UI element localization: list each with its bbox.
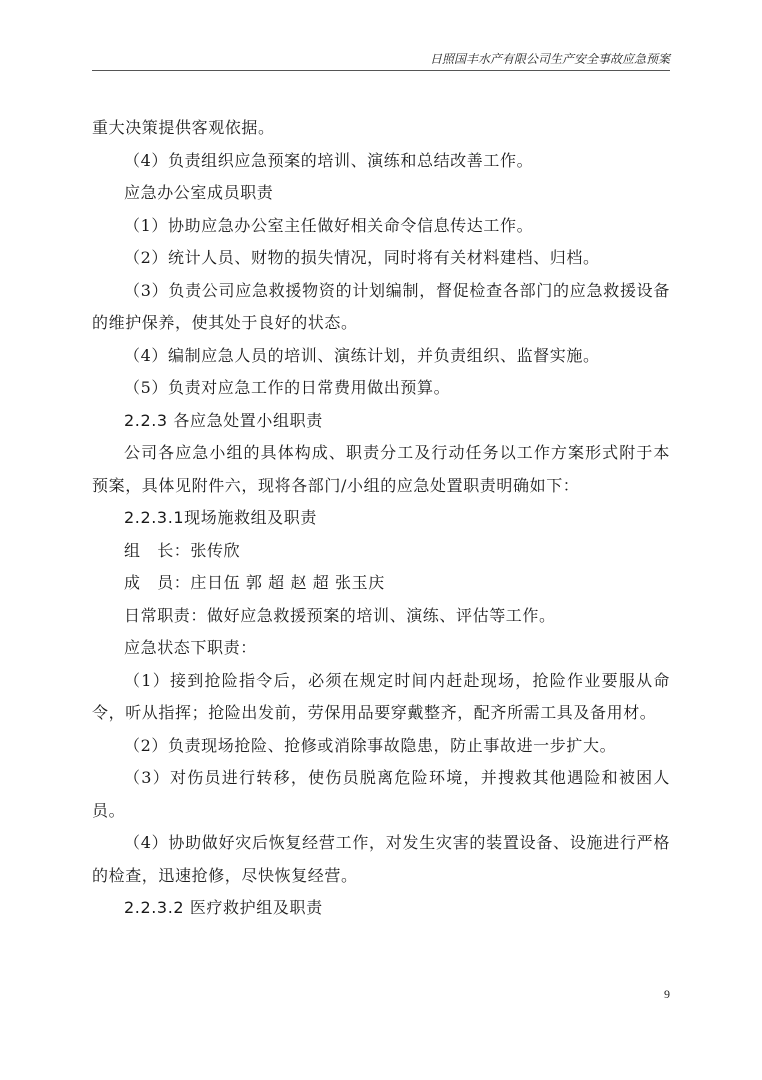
section-heading: 2.2.3.2 医疗救护组及职责 (124, 898, 323, 917)
paragraph-item: （2）统计人员、财物的损失情况，同时将有关材料建档、归档。 (124, 248, 600, 267)
paragraph-item: （1）协助应急办公室主任做好相关命令信息传达工作。 (124, 215, 534, 235)
paragraph-item: 日常职责：做好应急救援预案的培训、演练、评估等工作。 (124, 605, 556, 625)
paragraph-item: （4）负责组织应急预案的培训、演练和总结改善工作。 (124, 150, 534, 170)
team-members: 成 员：庄日伍 郭 超 赵 超 张玉庆 (124, 573, 385, 592)
paragraph-item: （3）负责公司应急救援物资的计划编制，督促检查各部门的应急救援设备的维护保养，使其处于良好的状态。 (92, 280, 670, 332)
paragraph-item: （4）编制应急人员的培训、演练计划，并负责组织、监督实施。 (124, 345, 600, 365)
document-header-title: 日照国丰水产有限公司生产安全事故应急预案 (429, 52, 670, 66)
paragraph-item: （5）负责对应急工作的日常费用做出预算。 (124, 378, 451, 397)
paragraph-item: （1）接到抢险指令后，必须在规定时间内赶赴现场，抢险作业要服从命令，听从指挥；抢险出发前，劳保用品要穿戴整齐，配齐所需工具及备用材。 (92, 670, 670, 722)
section-heading: 2.2.3 各应急处置小组职责 (124, 410, 323, 430)
paragraph-item: （2）负责现场抢险、抢修或消除事故隐患，防止事故进一步扩大。 (124, 735, 617, 755)
team-leader: 组 长：张传欣 (124, 540, 241, 560)
paragraph-item: （4）协助做好灾后恢复经营工作，对发生灾害的装置设备、设施进行严格的检查，迅速抢修，尽快恢复经营。 (92, 833, 670, 885)
paragraph-item: （3）对伤员进行转移，使伤员脱离危险环境，并搜救其他遇险和被困人员。 (92, 768, 670, 820)
section-subheading: 应急办公室成员职责 (124, 183, 274, 202)
document-body (92, 112, 670, 925)
header-divider (92, 70, 670, 71)
section-heading: 2.2.3.1现场施救组及职责 (124, 508, 317, 527)
paragraph-item: 应急状态下职责： (124, 638, 257, 657)
paragraph-item: 公司各应急小组的具体构成、职责分工及行动任务以工作方案形式附于本预案，具体见附件六，现将各部门/小组的应急处置职责明确如下： (92, 443, 670, 495)
page-number: 9 (664, 987, 670, 1001)
paragraph-continuation: 重大决策提供客观依据。 (92, 118, 275, 137)
